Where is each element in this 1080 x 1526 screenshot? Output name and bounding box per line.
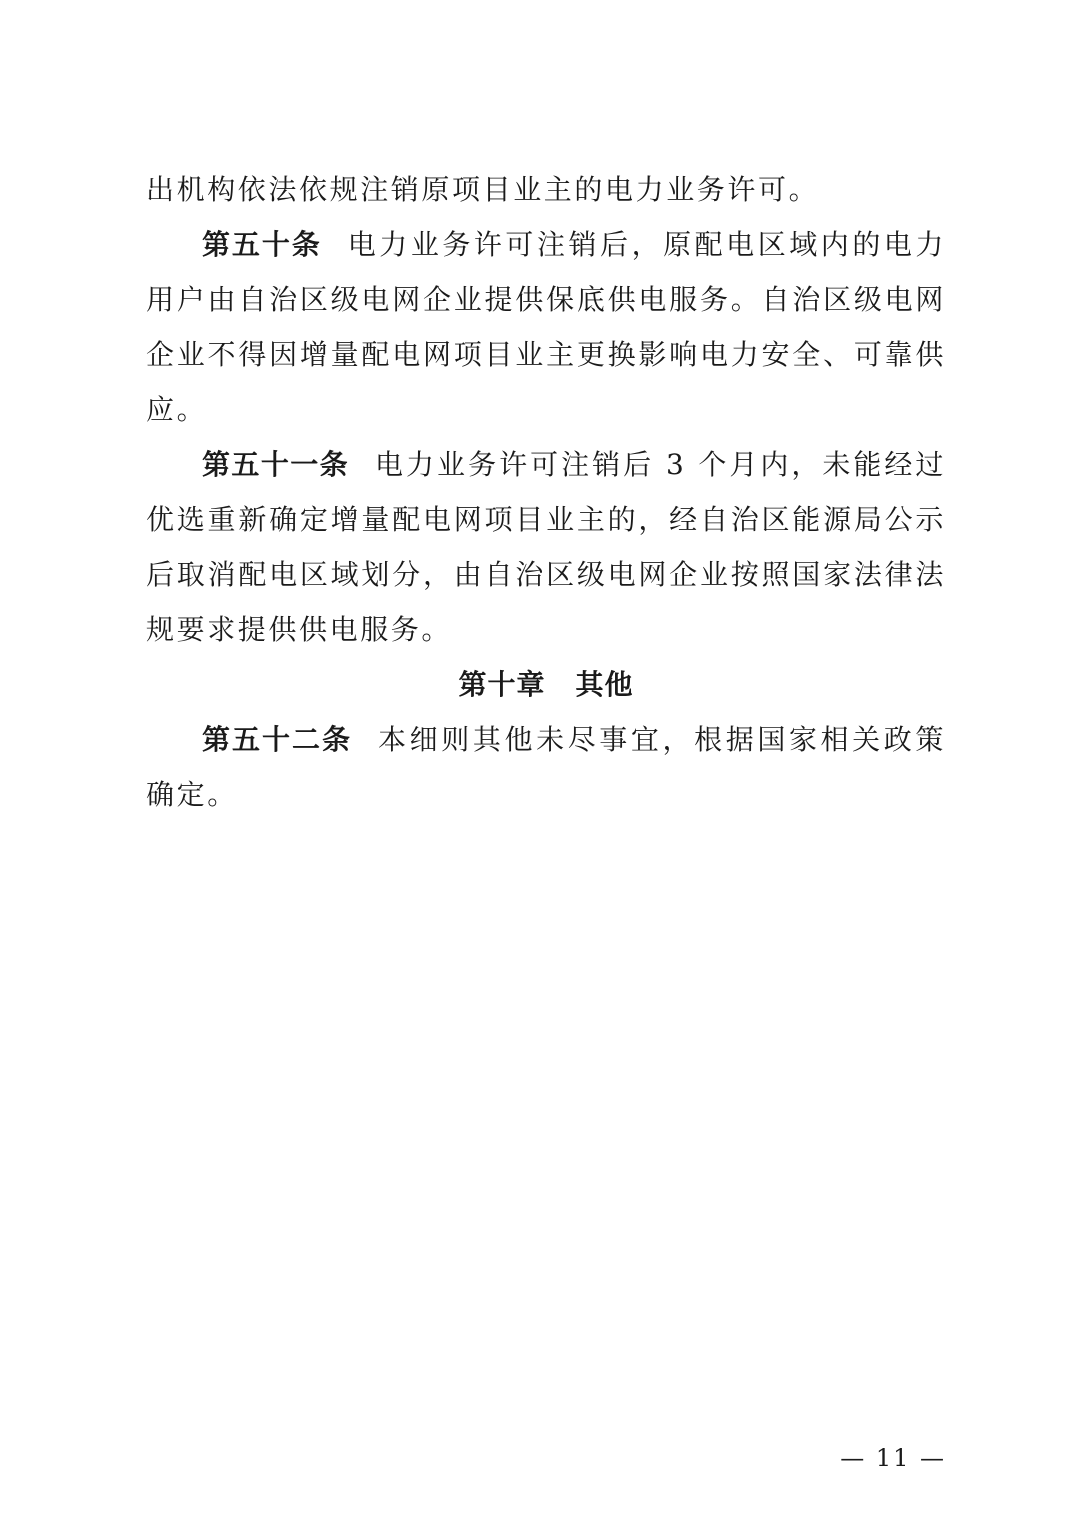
article-52 — [146, 712, 946, 822]
article-51 — [146, 437, 946, 657]
article-number: 第五十一条 — [202, 448, 350, 481]
chapter-number: 第十章 — [458, 668, 546, 701]
page-number: — 11 — — [840, 1444, 946, 1472]
article-text: 本细则其他未尽事宜，根据国家相关政策确定。 — [146, 723, 946, 811]
article-text: 电力业务许可注销后 3 个月内，未能经过优选重新确定增量配电网项目业主的，经自治区能源局公示后取消配电区域划分，由自治区级电网企业按照国家法律法规要求提供供电服务。 — [146, 448, 946, 646]
article-50 — [146, 217, 946, 437]
continuation-text: 出机构依法依规注销原项目业主的电力业务许可。 — [146, 173, 820, 206]
continuation-paragraph — [146, 162, 946, 217]
article-number: 第五十条 — [202, 228, 322, 261]
article-number: 第五十二条 — [202, 723, 353, 756]
document-body — [146, 162, 946, 822]
article-text: 电力业务许可注销后，原配电区域内的电力用户由自治区级电网企业提供保底供电服务。自治区级电网企业不得因增量配电网项目业主更换影响电力安全、可靠供应。 — [146, 228, 946, 426]
chapter-title: 其他 — [575, 668, 634, 701]
chapter-heading — [146, 657, 946, 712]
